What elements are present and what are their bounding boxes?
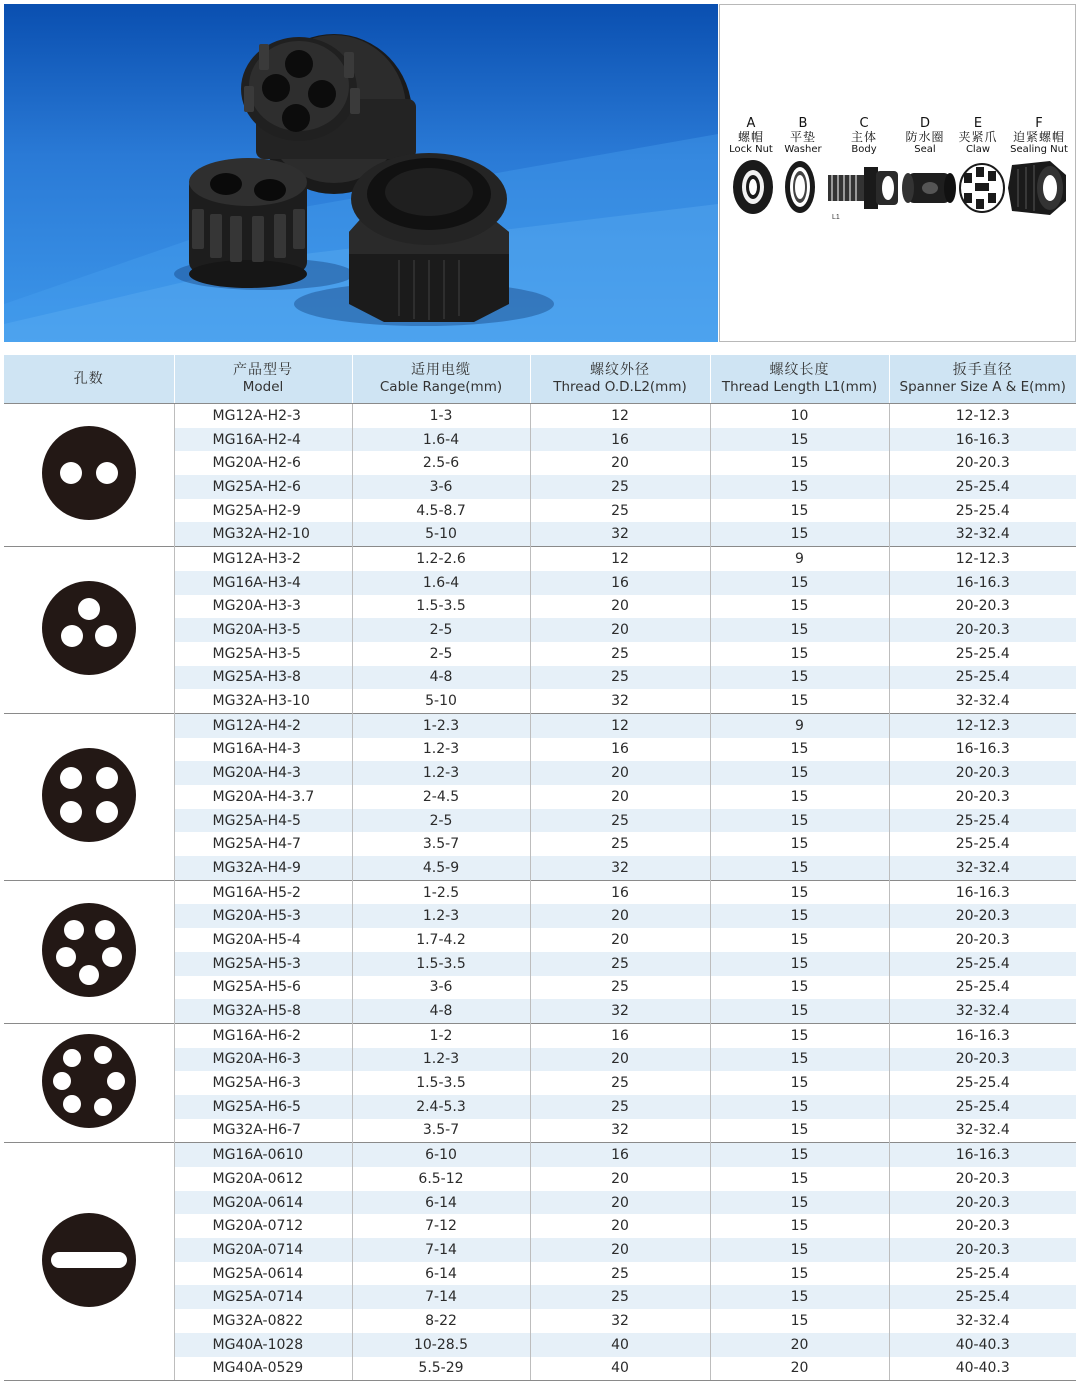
model-cell: MG32A-H3-10	[174, 689, 352, 713]
part-name-en: Lock Nut	[729, 144, 773, 155]
spanner-size-cell: 16-16.3	[889, 880, 1076, 904]
model-cell: MG25A-H4-7	[174, 832, 352, 856]
part-sealing-nut	[1008, 117, 1070, 157]
part-name-cn: 夹紧爪	[958, 130, 998, 144]
cable-range-cell: 1-2	[352, 1023, 530, 1047]
thread-length-cell: 15	[710, 1143, 889, 1167]
model-cell: MG20A-H6-3	[174, 1048, 352, 1072]
model-cell: MG25A-H3-8	[174, 666, 352, 690]
header-model: 产品型号 Model	[174, 355, 352, 404]
thread-od-cell: 32	[530, 689, 710, 713]
oval-slot-seal-icon	[39, 1210, 139, 1310]
model-cell: MG25A-H3-5	[174, 642, 352, 666]
cable-range-cell: 1.5-3.5	[352, 952, 530, 976]
thread-od-cell: 20	[530, 595, 710, 619]
cable-range-cell: 1.2-3	[352, 761, 530, 785]
cable-range-cell: 1-2.5	[352, 880, 530, 904]
cable-range-cell: 6.5-12	[352, 1167, 530, 1191]
sealing-nut-icon	[1008, 161, 1066, 215]
model-cell: MG20A-0614	[174, 1191, 352, 1215]
thread-od-cell: 25	[530, 1262, 710, 1286]
model-cell: MG25A-H2-9	[174, 499, 352, 523]
thread-od-cell: 25	[530, 976, 710, 1000]
table-row	[4, 404, 1076, 428]
part-claw	[947, 117, 1009, 157]
model-cell: MG32A-0822	[174, 1309, 352, 1333]
spanner-size-cell: 25-25.4	[889, 1071, 1076, 1095]
cable-range-cell: 1.7-4.2	[352, 928, 530, 952]
thread-od-cell: 40	[530, 1357, 710, 1381]
thread-length-cell: 15	[710, 880, 889, 904]
cable-range-cell: 3-6	[352, 475, 530, 499]
part-name-cn: 平垫	[789, 130, 816, 144]
header-spanner-size: 扳手直径 Spanner Size A & E(mm)	[889, 355, 1076, 404]
thread-length-cell: 20	[710, 1357, 889, 1381]
thread-od-cell: 25	[530, 666, 710, 690]
cable-range-cell: 1.6-4	[352, 571, 530, 595]
thread-length-cell: 15	[710, 1214, 889, 1238]
model-cell: MG12A-H4-2	[174, 713, 352, 737]
thread-length-cell: 15	[710, 1048, 889, 1072]
model-cell: MG25A-H5-6	[174, 976, 352, 1000]
thread-od-cell: 20	[530, 1214, 710, 1238]
cable-range-cell: 4-8	[352, 666, 530, 690]
model-cell: MG25A-H2-6	[174, 475, 352, 499]
cable-range-cell: 8-22	[352, 1309, 530, 1333]
model-cell: MG25A-0614	[174, 1262, 352, 1286]
part-letter: A	[746, 116, 756, 131]
cable-range-cell: 4-8	[352, 999, 530, 1023]
spanner-size-cell: 25-25.4	[889, 666, 1076, 690]
model-cell: MG25A-H5-3	[174, 952, 352, 976]
thread-length-cell: 15	[710, 904, 889, 928]
spanner-size-cell: 20-20.3	[889, 618, 1076, 642]
model-cell: MG40A-1028	[174, 1333, 352, 1357]
part-body	[833, 117, 895, 157]
model-cell: MG20A-H3-5	[174, 618, 352, 642]
thread-length-cell: 15	[710, 976, 889, 1000]
thread-od-cell: 12	[530, 713, 710, 737]
thread-length-cell: 15	[710, 618, 889, 642]
thread-od-cell: 16	[530, 880, 710, 904]
washer-icon	[785, 161, 815, 213]
model-cell: MG16A-H4-3	[174, 738, 352, 762]
thread-length-cell: 15	[710, 1071, 889, 1095]
spanner-size-cell: 25-25.4	[889, 809, 1076, 833]
exploded-parts-icon	[720, 155, 1075, 225]
spanner-size-cell: 32-32.4	[889, 1309, 1076, 1333]
spanner-size-cell: 16-16.3	[889, 1143, 1076, 1167]
six-hole-seal-icon	[39, 1031, 139, 1131]
thread-length-cell: 15	[710, 475, 889, 499]
thread-od-cell: 25	[530, 499, 710, 523]
thread-od-cell: 25	[530, 1095, 710, 1119]
model-cell: MG12A-H3-2	[174, 547, 352, 571]
thread-length-cell: 15	[710, 761, 889, 785]
part-name-cn: 防水圈	[905, 130, 945, 144]
thread-od-cell: 20	[530, 618, 710, 642]
thread-od-cell: 16	[530, 1143, 710, 1167]
thread-od-cell: 25	[530, 832, 710, 856]
thread-od-cell: 25	[530, 642, 710, 666]
cable-range-cell: 1.6-4	[352, 428, 530, 452]
model-cell: MG20A-H5-3	[174, 904, 352, 928]
part-name-cn: 迫紧螺帽	[1012, 130, 1065, 144]
cable-range-cell: 10-28.5	[352, 1333, 530, 1357]
thread-length-cell: 15	[710, 499, 889, 523]
thread-od-cell: 16	[530, 428, 710, 452]
header-holes: 孔数	[4, 355, 174, 404]
model-cell: MG40A-0529	[174, 1357, 352, 1381]
part-letter: E	[973, 116, 983, 131]
thread-length-cell: 15	[710, 571, 889, 595]
model-cell: MG16A-H6-2	[174, 1023, 352, 1047]
part-washer	[772, 117, 834, 157]
thread-od-cell: 32	[530, 1309, 710, 1333]
spanner-size-cell: 20-20.3	[889, 785, 1076, 809]
five-hole-seal-icon	[39, 900, 139, 1000]
part-name-en: Body	[851, 144, 877, 155]
cable-range-cell: 6-10	[352, 1143, 530, 1167]
spanner-size-cell: 20-20.3	[889, 1238, 1076, 1262]
table-row	[4, 1023, 1076, 1047]
cable-range-cell: 1.2-3	[352, 1048, 530, 1072]
spanner-size-cell: 32-32.4	[889, 689, 1076, 713]
model-cell: MG25A-H6-5	[174, 1095, 352, 1119]
cable-range-cell: 5.5-29	[352, 1357, 530, 1381]
spanner-size-cell: 12-12.3	[889, 404, 1076, 428]
thread-length-cell: 15	[710, 451, 889, 475]
model-cell: MG20A-0714	[174, 1238, 352, 1262]
spanner-size-cell: 25-25.4	[889, 1262, 1076, 1286]
spanner-size-cell: 25-25.4	[889, 499, 1076, 523]
cable-range-cell: 2-4.5	[352, 785, 530, 809]
spanner-size-cell: 12-12.3	[889, 713, 1076, 737]
thread-od-cell: 16	[530, 1023, 710, 1047]
part-letter: C	[859, 116, 869, 131]
thread-od-cell: 25	[530, 809, 710, 833]
thread-length-cell: 15	[710, 1262, 889, 1286]
cable-range-cell: 4.5-9	[352, 856, 530, 880]
claw-icon	[960, 164, 1004, 212]
spanner-size-cell: 20-20.3	[889, 1214, 1076, 1238]
table-row	[4, 880, 1076, 904]
thread-od-cell: 40	[530, 1333, 710, 1357]
cable-range-cell: 2-5	[352, 618, 530, 642]
spanner-size-cell: 25-25.4	[889, 832, 1076, 856]
cable-range-cell: 2-5	[352, 809, 530, 833]
cable-range-cell: 5-10	[352, 689, 530, 713]
hole-count-cell	[4, 713, 174, 880]
cable-range-cell: 1.2-3	[352, 738, 530, 762]
model-cell: MG20A-H4-3	[174, 761, 352, 785]
table-bottom-rule	[4, 1380, 1076, 1381]
spanner-size-cell: 25-25.4	[889, 952, 1076, 976]
thread-length-cell: 15	[710, 1167, 889, 1191]
product-photo	[4, 4, 718, 342]
spanner-size-cell: 20-20.3	[889, 1167, 1076, 1191]
header-thread-od: 螺纹外径 Thread O.D.L2(mm)	[530, 355, 710, 404]
hole-count-cell	[4, 404, 174, 547]
thread-od-cell: 25	[530, 1071, 710, 1095]
header-cable-range: 适用电缆 Cable Range(mm)	[352, 355, 530, 404]
spanner-size-cell: 25-25.4	[889, 642, 1076, 666]
spanner-size-cell: 32-32.4	[889, 1119, 1076, 1143]
spanner-size-cell: 20-20.3	[889, 928, 1076, 952]
spanner-size-cell: 32-32.4	[889, 522, 1076, 546]
model-cell: MG32A-H6-7	[174, 1119, 352, 1143]
header-thread-length: 螺纹长度 Thread Length L1(mm)	[710, 355, 889, 404]
model-cell: MG20A-H2-6	[174, 451, 352, 475]
cable-range-cell: 1.5-3.5	[352, 1071, 530, 1095]
thread-od-cell: 20	[530, 1191, 710, 1215]
thread-length-cell: 20	[710, 1333, 889, 1357]
thread-length-cell: 15	[710, 856, 889, 880]
thread-od-cell: 20	[530, 785, 710, 809]
cable-range-cell: 1.5-3.5	[352, 595, 530, 619]
model-cell: MG12A-H2-3	[174, 404, 352, 428]
seal-icon	[902, 173, 956, 203]
table-row	[4, 547, 1076, 571]
model-cell: MG20A-H5-4	[174, 928, 352, 952]
thread-length-cell: 15	[710, 738, 889, 762]
model-cell: MG16A-H3-4	[174, 571, 352, 595]
model-cell: MG32A-H5-8	[174, 999, 352, 1023]
spanner-size-cell: 20-20.3	[889, 1191, 1076, 1215]
thread-od-cell: 25	[530, 1285, 710, 1309]
thread-length-cell: 15	[710, 785, 889, 809]
thread-length-cell: 15	[710, 1095, 889, 1119]
thread-od-cell: 12	[530, 547, 710, 571]
spanner-size-cell: 20-20.3	[889, 904, 1076, 928]
product-banner	[0, 0, 1080, 345]
model-cell: MG25A-H4-5	[174, 809, 352, 833]
model-cell: MG16A-H2-4	[174, 428, 352, 452]
cable-range-cell: 3.5-7	[352, 832, 530, 856]
model-cell: MG16A-H5-2	[174, 880, 352, 904]
spanner-size-cell: 20-20.3	[889, 761, 1076, 785]
spanner-size-cell: 20-20.3	[889, 451, 1076, 475]
table-row	[4, 1143, 1076, 1167]
thread-length-cell: 15	[710, 832, 889, 856]
thread-length-cell: 15	[710, 689, 889, 713]
spanner-size-cell: 32-32.4	[889, 999, 1076, 1023]
thread-od-cell: 25	[530, 952, 710, 976]
parts-diagram	[719, 4, 1076, 342]
model-cell: MG25A-0714	[174, 1285, 352, 1309]
thread-od-cell: 20	[530, 1238, 710, 1262]
thread-length-cell: 15	[710, 428, 889, 452]
part-name-en: Seal	[914, 144, 936, 155]
spanner-size-cell: 25-25.4	[889, 475, 1076, 499]
part-name-en: Claw	[965, 144, 991, 155]
model-cell: MG32A-H4-9	[174, 856, 352, 880]
cable-range-cell: 3.5-7	[352, 1119, 530, 1143]
thread-od-cell: 32	[530, 522, 710, 546]
thread-od-cell: 32	[530, 856, 710, 880]
thread-length-cell: 15	[710, 928, 889, 952]
cable-range-cell: 1.2-2.6	[352, 547, 530, 571]
model-cell: MG32A-H2-10	[174, 522, 352, 546]
cable-range-cell: 7-14	[352, 1238, 530, 1262]
spanner-size-cell: 16-16.3	[889, 428, 1076, 452]
cable-range-cell: 7-12	[352, 1214, 530, 1238]
part-letter: F	[1035, 116, 1043, 131]
cable-gland-photo-icon	[4, 4, 718, 342]
hole-count-cell	[4, 1023, 174, 1142]
cable-range-cell: 1-3	[352, 404, 530, 428]
cable-range-cell: 3-6	[352, 976, 530, 1000]
model-cell: MG20A-H4-3.7	[174, 785, 352, 809]
spanner-size-cell: 16-16.3	[889, 571, 1076, 595]
model-cell: MG16A-0610	[174, 1143, 352, 1167]
spanner-size-cell: 25-25.4	[889, 1285, 1076, 1309]
thread-od-cell: 16	[530, 738, 710, 762]
hole-count-cell	[4, 880, 174, 1023]
thread-od-cell: 20	[530, 761, 710, 785]
thread-length-cell: 15	[710, 809, 889, 833]
spanner-size-cell: 16-16.3	[889, 738, 1076, 762]
part-name-cn: 主体	[850, 130, 877, 144]
hole-count-cell	[4, 547, 174, 714]
cable-range-cell: 1-2.3	[352, 713, 530, 737]
thread-od-cell: 20	[530, 451, 710, 475]
thread-od-cell: 20	[530, 928, 710, 952]
cable-range-cell: 6-14	[352, 1191, 530, 1215]
thread-length-cell: 15	[710, 952, 889, 976]
spanner-size-cell: 25-25.4	[889, 976, 1076, 1000]
part-name-cn: 螺帽	[737, 130, 764, 144]
thread-od-cell: 20	[530, 1048, 710, 1072]
model-cell: MG20A-H3-3	[174, 595, 352, 619]
cable-range-cell: 2.5-6	[352, 451, 530, 475]
thread-od-cell: 32	[530, 1119, 710, 1143]
thread-length-cell: 15	[710, 1191, 889, 1215]
thread-od-cell: 12	[530, 404, 710, 428]
thread-length-cell: 9	[710, 547, 889, 571]
four-hole-seal-icon	[39, 745, 139, 845]
thread-length-cell: 15	[710, 1309, 889, 1333]
thread-length-cell: 15	[710, 1285, 889, 1309]
spanner-size-cell: 40-40.3	[889, 1357, 1076, 1381]
spanner-size-cell: 20-20.3	[889, 1048, 1076, 1072]
thread-length-cell: 15	[710, 666, 889, 690]
spec-table	[4, 355, 1076, 1380]
thread-od-cell: 20	[530, 1167, 710, 1191]
model-cell: MG25A-H6-3	[174, 1071, 352, 1095]
part-letter: D	[919, 116, 930, 131]
thread-od-cell: 20	[530, 904, 710, 928]
thread-od-cell: 25	[530, 475, 710, 499]
spanner-size-cell: 12-12.3	[889, 547, 1076, 571]
spanner-size-cell: 25-25.4	[889, 1095, 1076, 1119]
model-cell: MG20A-0712	[174, 1214, 352, 1238]
table-row	[4, 713, 1076, 737]
spanner-size-cell: 20-20.3	[889, 595, 1076, 619]
cable-range-cell: 4.5-8.7	[352, 499, 530, 523]
thread-length-cell: 15	[710, 642, 889, 666]
svg-text:L1: L1	[832, 214, 840, 221]
thread-length-cell: 9	[710, 713, 889, 737]
cable-range-cell: 1.2-3	[352, 904, 530, 928]
cable-range-cell: 2.4-5.3	[352, 1095, 530, 1119]
three-hole-seal-icon	[39, 578, 139, 678]
hole-count-cell	[4, 1143, 174, 1380]
thread-od-cell: 16	[530, 571, 710, 595]
thread-length-cell: 10	[710, 404, 889, 428]
part-letter: B	[798, 116, 808, 131]
thread-od-cell: 32	[530, 999, 710, 1023]
spanner-size-cell: 16-16.3	[889, 1023, 1076, 1047]
thread-length-cell: 15	[710, 1023, 889, 1047]
thread-length-cell: 15	[710, 595, 889, 619]
cable-range-cell: 2-5	[352, 642, 530, 666]
cable-range-cell: 5-10	[352, 522, 530, 546]
table-header-row	[4, 355, 1076, 404]
body-icon	[828, 167, 898, 221]
thread-length-cell: 15	[710, 1119, 889, 1143]
lock-nut-icon	[733, 160, 773, 214]
spanner-size-cell: 32-32.4	[889, 856, 1076, 880]
part-name-en: Sealing Nut	[1010, 144, 1068, 155]
thread-length-cell: 15	[710, 522, 889, 546]
model-cell: MG20A-0612	[174, 1167, 352, 1191]
cable-range-cell: 7-14	[352, 1285, 530, 1309]
cable-range-cell: 6-14	[352, 1262, 530, 1286]
spanner-size-cell: 40-40.3	[889, 1333, 1076, 1357]
thread-length-cell: 15	[710, 1238, 889, 1262]
thread-length-cell: 15	[710, 999, 889, 1023]
part-name-en: Washer	[784, 144, 822, 155]
two-hole-seal-icon	[39, 423, 139, 523]
